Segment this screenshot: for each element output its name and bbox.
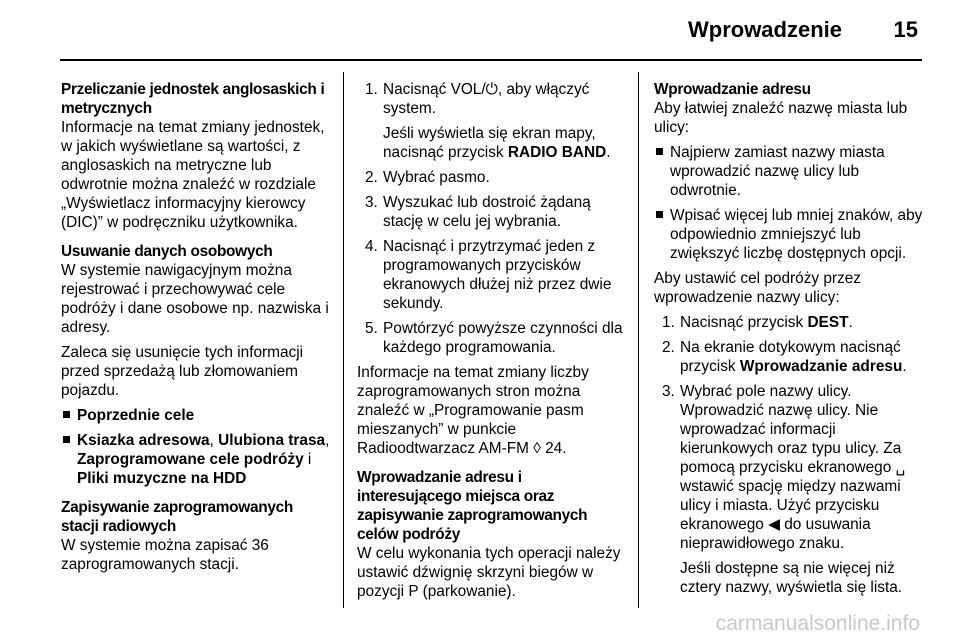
step-text: Wybrać pole nazwy ulicy. Wprowadzić nazwę ulicy. Nie wprowadzać informacji kierunkowych oraz typu ulicy. Za pomocą przycisku ekranowego ␣ wstawić spację między nazwami ulicy i miasta. Użyć przycisku ekranowego ◀ do usuwania nieprawidłowego znaku. xyxy=(680,383,906,552)
column-left xyxy=(61,80,331,574)
column-divider-2 xyxy=(638,72,639,608)
watermark: carmanualsonline.info xyxy=(715,612,920,635)
text: . xyxy=(848,314,853,331)
step-text: Wyszukać lub dostroić żądaną stację w celu jej wybrania. xyxy=(383,194,591,230)
item-music-files: Pliki muzyczne na HDD xyxy=(77,470,247,487)
bullet-previous-destinations xyxy=(61,406,331,425)
heading-address-input: Wprowadzanie adresu xyxy=(654,81,811,98)
page-number: 15 xyxy=(893,17,918,42)
step-number: 1. xyxy=(365,81,378,98)
page-title: Wprowadzenie xyxy=(687,17,842,42)
step-1 xyxy=(654,313,924,332)
paragraph-unit-conversion: Informacje na temat zmiany jednostek, w jakich wyświetlane są wartości, z anglosaskich na metryczne lub odwrotnie można znaleźć w rozdziale „Wyświetlacz informacyjny kierowcy (DIC)” w podręczniku użytkownika. xyxy=(61,119,325,231)
header-divider xyxy=(60,59,922,61)
paragraph-preset-pages: Informacje na temat zmiany liczby zaprogramowanych stron można znaleźć w „Programowanie pasm mieszanych” w punkcie Radioodtwarzacz AM-FM ◊ 24. xyxy=(357,364,589,457)
paragraph-presets: W systemie można zapisać 36 zaprogramowanych stacji. xyxy=(61,537,269,573)
step-number: 5. xyxy=(365,320,378,337)
paragraph-set-destination: Aby ustawić cel podróży przez wprowadzenie nazwy ulicy: xyxy=(654,270,862,306)
step-number: 1. xyxy=(662,314,675,331)
step-1 xyxy=(357,80,629,162)
text: Na ekranie dotykowym nacisnąć przycisk xyxy=(680,339,901,375)
step-number: 4. xyxy=(365,238,378,255)
step-text xyxy=(680,313,924,332)
paragraph-personal-data: W systemie nawigacyjnym można rejestrować i przechowywać cele podróży i dane osobowe np. nazwiska i adresy. xyxy=(61,262,329,336)
dest-label: DEST xyxy=(807,314,849,331)
bullet-data-items xyxy=(61,431,331,488)
radio-band-label: RADIO BAND xyxy=(507,144,607,161)
text: Nacisnąć przycisk xyxy=(680,314,808,331)
paragraph-gear-position: W celu wykonania tych operacji należy ustawić dźwignię skrzyni biegów w pozycji P (parkowanie). xyxy=(357,545,621,600)
step-2 xyxy=(654,338,924,376)
column-middle xyxy=(357,80,629,601)
column-right xyxy=(654,80,924,597)
page-header xyxy=(0,0,960,60)
step-text: Wybrać pasmo. xyxy=(383,169,490,186)
step-subtext: Jeśli dostępne są nie więcej niż cztery nazwy, wyświetla się lista. xyxy=(680,560,903,596)
step-3 xyxy=(357,193,629,231)
step-text: Powtórzyć powyższe czynności dla każdego programowania. xyxy=(383,320,623,356)
heading-address-entry: Wprowadzanie adresu i interesującego miejsca oraz zapisywanie zaprogramowanych celów podróży xyxy=(357,469,588,543)
step-5 xyxy=(357,319,629,357)
step-2 xyxy=(357,168,629,187)
separator: , xyxy=(209,432,219,449)
step-text: Nacisnąć VOL/⏻, aby włączyć system. xyxy=(383,81,590,117)
step-text: Nacisnąć i przytrzymać jeden z programowanych przycisków ekranowych dłużej niż przez dwie sekundy. xyxy=(383,238,612,312)
heading-delete-personal-data: Usuwanie danych osobowych xyxy=(61,243,273,260)
item-programmed-destinations: Zaprogramowane cele podróży xyxy=(77,451,304,468)
text: . xyxy=(606,144,611,161)
bullet-text: Najpierw zamiast nazwy miasta wprowadzić nazwę ulicy lub odwrotnie. xyxy=(670,144,885,199)
step-number: 2. xyxy=(662,339,675,356)
bullet-text: Wpisać więcej lub mniej znaków, aby odpowiednio zmniejszyć lub zwiększyć liczbę dostępnych opcji. xyxy=(670,207,923,262)
column-divider-1 xyxy=(343,72,344,608)
heading-unit-conversion: Przeliczanie jednostek anglosaskich i metrycznych xyxy=(61,81,325,117)
step-number: 2. xyxy=(365,169,378,186)
item-favorite-route: Ulubiona trasa xyxy=(218,432,326,449)
bullet-label: Poprzednie cele xyxy=(77,407,195,424)
text: Jeśli wyświetla się ekran mapy, nacisnąć przycisk xyxy=(383,125,596,161)
bullet-more-chars xyxy=(654,206,924,263)
step-3 xyxy=(654,382,924,597)
step-text xyxy=(680,338,924,376)
item-address-book: Ksiazka adresowa xyxy=(77,432,210,449)
separator: , xyxy=(325,432,330,449)
heading-saving-presets: Zapisywanie zaprogramowanych stacji radiowych xyxy=(61,499,293,535)
bullet-street-first xyxy=(654,143,924,200)
step-number: 3. xyxy=(365,194,378,211)
step-number: 3. xyxy=(662,383,675,400)
step-subtext xyxy=(383,124,629,162)
address-entry-label: Wprowadzanie adresu xyxy=(739,358,903,375)
paragraph-find-name: Aby łatwiej znaleźć nazwę miasta lub ulicy: xyxy=(654,100,908,136)
separator: i xyxy=(303,451,312,468)
paragraph-recommendation: Zaleca się usunięcie tych informacji przed sprzedażą lub złomowaniem pojazdu. xyxy=(61,344,304,399)
text: . xyxy=(902,358,907,375)
step-4 xyxy=(357,237,629,313)
